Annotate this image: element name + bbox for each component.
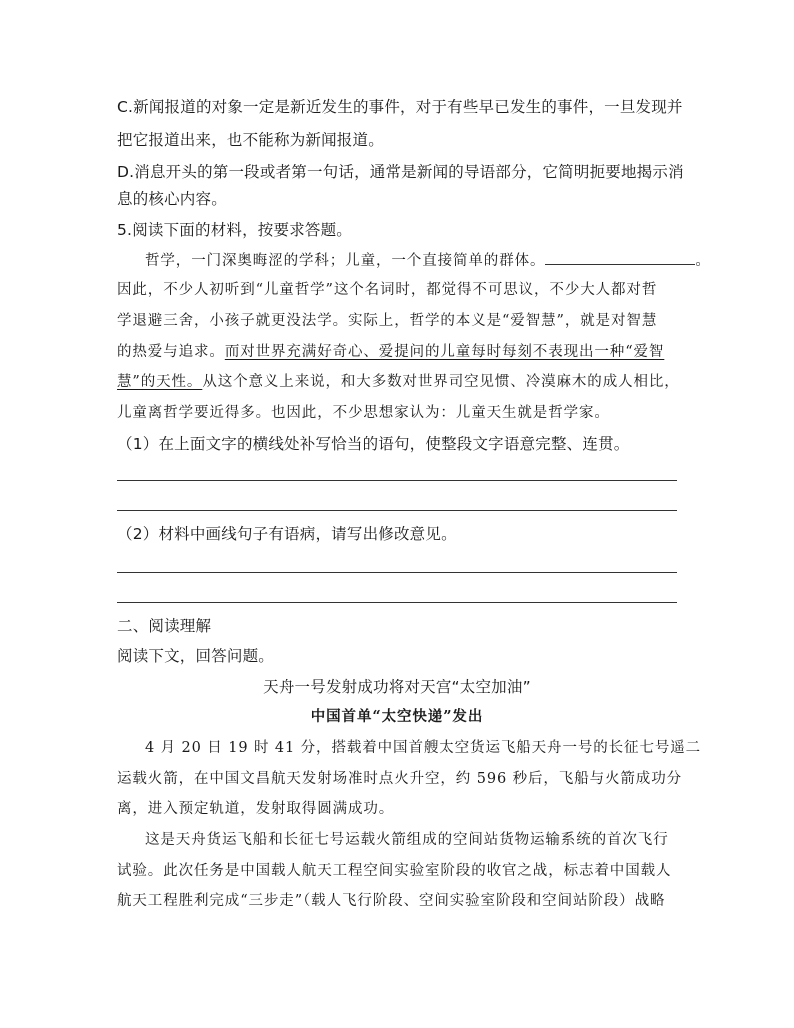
article-line: 试验。此次任务是中国载人航天工程空间实验室阶段的收官之战，标志着中国载人	[117, 863, 672, 879]
answer-line[interactable]	[117, 572, 677, 573]
question-5-prompt: 5.阅读下面的材料，按要求答题。	[117, 221, 352, 239]
material-line-6: 儿童离哲学要近得多。也因此，不少思想家认为：儿童天生就是哲学家。	[117, 405, 610, 421]
section-instruction: 阅读下文，回答问题。	[117, 647, 275, 665]
sub-question-1: （1）在上面文字的横线处补写恰当的语句，使整段文字语意完整、连贯。	[117, 435, 630, 453]
sub-question-2: （2）材料中画线句子有语病，请写出修改意见。	[117, 525, 457, 543]
material-line-5	[117, 372, 680, 392]
fill-blank[interactable]	[545, 250, 695, 265]
article-line: 4 月 20 日 19 时 41 分，搭载着中国首艘太空货运飞船天舟一号的长征七号遥二	[145, 740, 702, 756]
option-d-line-2: 息的核心内容。	[117, 190, 227, 208]
material-text: 的热爱与追求。	[117, 344, 225, 360]
article-line: 离，进入预定轨道，发射取得圆满成功。	[117, 801, 395, 817]
material-line-4	[117, 342, 677, 362]
material-line-3: 学退避三舍，小孩子就更没法学。实际上，哲学的本义是“爱智慧”，就是对智慧	[117, 313, 658, 329]
underlined-sentence: 而对世界充满好奇心、爱提问的儿童每时每刻不表现出一种“爱智	[224, 344, 665, 360]
option-c-line-2: 把它报道出来，也不能称为新闻报道。	[117, 131, 384, 149]
material-line-2: 因此，不少人初听到“儿童哲学”这个名词时，都觉得不可思议，不少大人都对哲	[117, 282, 658, 298]
section-heading: 二、阅读理解	[117, 617, 212, 635]
underlined-sentence: 慧”的天性。	[117, 374, 203, 390]
article-line: 航天工程胜利完成“三步走”（载人飞行阶段、空间实验室阶段和空间站阶段）战略	[117, 893, 666, 909]
material-line-1	[145, 250, 711, 271]
option-c-line-1: C.新闻报道的对象一定是新近发生的事件，对于有些早已发生的事件，一旦发现并	[117, 98, 683, 116]
material-text: 。	[695, 253, 711, 269]
article-title: 天舟一号发射成功将对天宫“太空加油”	[263, 678, 531, 696]
answer-line[interactable]	[117, 510, 677, 511]
answer-line[interactable]	[117, 480, 677, 481]
material-text: 哲学，一门深奥晦涩的学科；儿童，一个直接简单的群体。	[145, 253, 546, 269]
article-line: 运载火箭，在中国文昌航天发射场准时点火升空，约 596 秒后，飞船与火箭成功分	[117, 771, 682, 787]
answer-line[interactable]	[117, 602, 677, 603]
article-line: 这是天舟货运飞船和长征七号运载火箭组成的空间站货物运输系统的首次飞行	[145, 832, 669, 848]
article-subtitle: 中国首单“太空快递”发出	[310, 708, 484, 725]
option-d-line-1: D.消息开头的第一段或者第一句话，通常是新闻的导语部分，它简明扼要地揭示消	[117, 163, 684, 181]
material-text: 从这个意义上来说，和大多数对世界司空见惯、冷漠麻木的成人相比，	[202, 374, 680, 390]
